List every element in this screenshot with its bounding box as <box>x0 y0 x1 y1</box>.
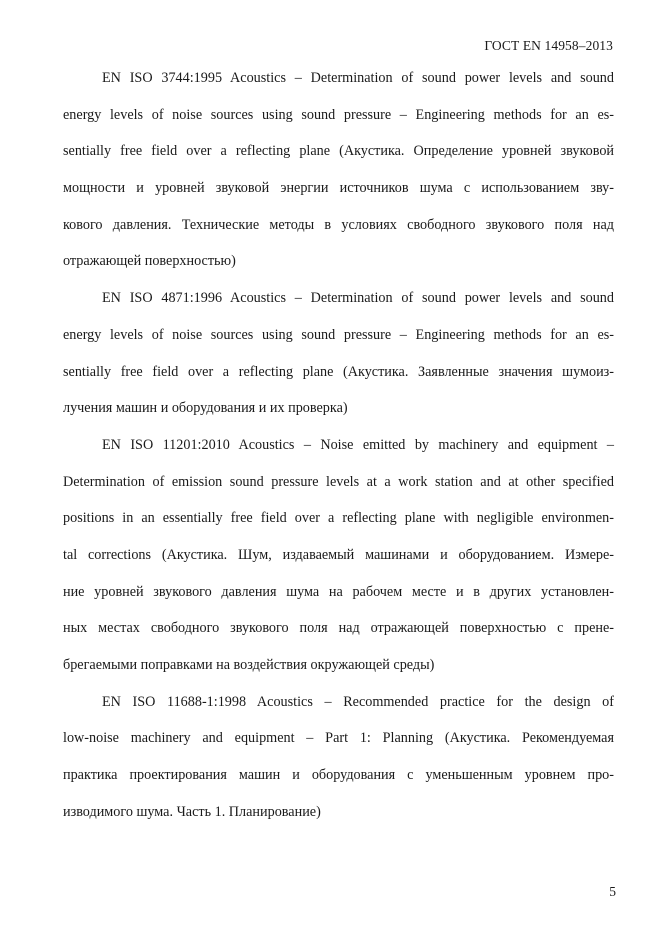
text-line: практика проектирования машин и оборудования с уменьшенным уровнем про- <box>63 767 614 784</box>
standard-code-header: ГОСТ EN 14958–2013 <box>484 38 613 53</box>
reference-entry-iso-3744 <box>63 60 614 280</box>
text-line: отражающей поверхностью) <box>63 253 236 270</box>
text-line: кового давления. Технические методы в условиях свободного звукового поля над <box>63 216 614 233</box>
text-line: брегаемыми поправками на воздействия окружающей среды) <box>63 657 435 673</box>
text-line: sentially free field over a reflecting plane (Акустика. Определение уровней звуковой <box>63 143 614 160</box>
text-line: мощности и уровней звуковой энергии источников шума с использованием зву- <box>63 180 614 197</box>
text-line: energy levels of noise sources using sound pressure – Engineering methods for an es- <box>63 106 614 123</box>
text-line: positions in an essentially free field over a reflecting plane with negligible environmen- <box>63 510 614 527</box>
text-line: energy levels of noise sources using sound pressure – Engineering methods for an es- <box>63 326 614 343</box>
text-line: tal corrections (Акустика. Шум, издаваемый машинами и оборудованием. Измере- <box>63 546 614 563</box>
text-line: sentially free field over a reflecting plane (Акустика. Заявленные значения шумоиз- <box>63 363 614 380</box>
references-list <box>63 60 614 830</box>
text-line: low-noise machinery and equipment – Part 1: Planning (Акустика. Рекомендуемая <box>63 730 614 747</box>
text-line: ние уровней звукового давления шума на рабочем месте и в других установлен- <box>63 583 614 600</box>
reference-entry-iso-11201 <box>63 427 614 684</box>
text-line: EN ISO 4871:1996 Acoustics – Determination of sound power levels and sound <box>102 290 614 307</box>
reference-entry-iso-4871 <box>63 280 614 427</box>
text-line: изводимого шума. Часть 1. Планирование) <box>63 803 321 820</box>
text-line: EN ISO 11201:2010 Acoustics – Noise emitted by machinery and equipment – <box>102 436 614 453</box>
text-line: EN ISO 3744:1995 Acoustics – Determination of sound power levels and sound <box>102 70 614 86</box>
page-number: 5 <box>609 884 616 899</box>
text-line: Determination of emission sound pressure levels at a work station and at other specified <box>63 473 614 490</box>
text-line: лучения машин и оборудования и их проверка) <box>63 400 348 417</box>
text-line: EN ISO 11688-1:1998 Acoustics – Recommended practice for the design of <box>102 693 614 710</box>
text-line: ных местах свободного звукового поля над отражающей поверхностью с прене- <box>63 620 614 637</box>
reference-entry-iso-11688-1 <box>63 684 614 831</box>
